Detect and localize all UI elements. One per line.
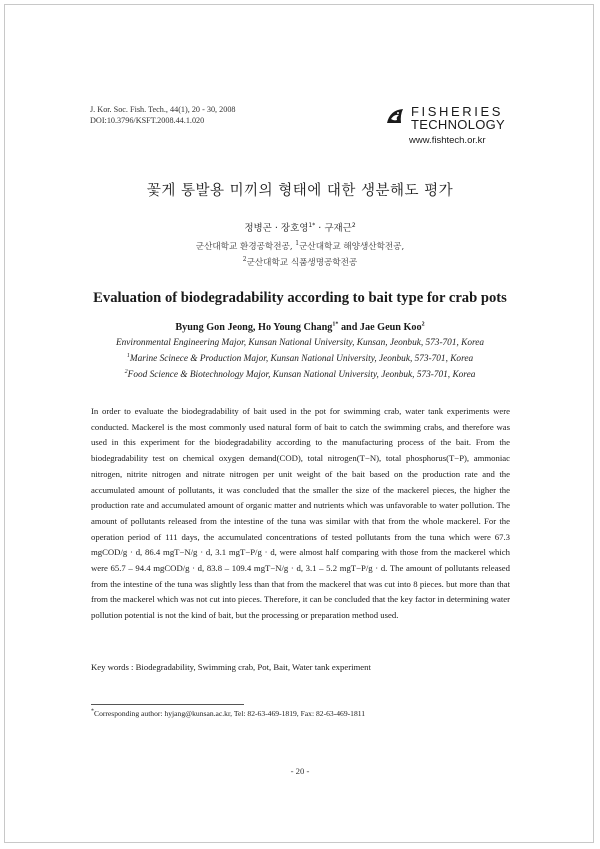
keywords-line: Key words : Biodegradability, Swimming crab, Pot, Bait, Water tank experiment <box>91 662 371 672</box>
english-authors-b-sup: 2 <box>421 321 425 328</box>
english-authors-a: Byung Gon Jeong, Ho Young Chang <box>175 322 333 333</box>
fish-emblem-icon <box>384 106 406 128</box>
korean-affiliation2-sup: 2 <box>242 256 247 264</box>
korean-affiliation-line2 <box>0 256 600 268</box>
journal-citation: J. Kor. Soc. Fish. Tech., 44(1), 20 - 30, 2008 <box>90 105 236 114</box>
english-authors-a-sup: 1* <box>332 321 339 328</box>
korean-authors-text: 정병곤 · 장호영 <box>244 223 309 234</box>
english-authors <box>0 322 600 333</box>
korean-affiliation1-tail: 군산대학교 해양생산학전공, <box>299 242 405 252</box>
korean-affiliation1-sup: 1 <box>295 240 300 248</box>
english-affiliation2-sup: 1 <box>126 352 130 359</box>
english-authors-b: and Jae Geun Koo <box>338 322 422 333</box>
abstract-paragraph: In order to evaluate the biodegradability of bait used in the pot for swimming crab, water tank experiments were conducted. Mackerel is the most commonly used natural form of bait to catch the swimming crabs, and therefore was used in this experiment for the biodegradability according to the manufacturing process of the bait. From the biodegradability test on chemical oxygen demand(COD), total nitrogen(T−N), total phosphorus(T−P), ammoniac nitrogen, nitrite nitrogen and nitrate nitrogen per unit weight of the bait based on the production rate and the accumulated amount of pollutants, it was concluded that the smaller the size of the mackerel pieces, the higher the production rate and accumulated amount of organic matter and nutrients which was unfavorable to water pollution. The amount of pollutants released from the intestine of the tuna was similar with that from the whole mackerel. For the operation period of 111 days, the accumulated concentrations of tested pollutants from the tuna which were 67.3 mgCOD/g · d, 86.4 mgT−N/g · d, 3.1 mgT−P/g · d, were almost half comparing with those from the mackerel which were 65.7 – 94.4 mgCOD/g · d, 83.8 – 109.4 mgT−N/g · d, 3.1 – 5.2 mgT−P/g · d. The amount of pollutants released from the intestine of the tuna was slightly less than that from the mackerel that was cut into 8 pieces. but more than that from the mackerel which was not cut into pieces. Therefore, it can be concluded that the key factor in determining water pollution potential is not the kind of bait, but the processing or preparation method used. <box>91 406 510 621</box>
journal-citation-block <box>90 104 236 126</box>
english-affiliation3-line <box>0 370 600 380</box>
english-affiliation3: Food Science & Biotechnology Major, Kunsan National University, Jeonbuk, 573-701, Korea <box>127 370 476 380</box>
korean-authors <box>0 220 600 234</box>
korean-authors-tail: · 구재근 <box>315 223 352 234</box>
korean-affiliation2: 군산대학교 식품생명공학전공 <box>246 258 358 268</box>
english-affiliation2: Marine Scinece & Production Major, Kunsan National University, Jeonbuk, 573-701, Korea <box>129 354 474 364</box>
corresponding-author-footnote <box>91 709 365 718</box>
footnote-text: Corresponding author: hyjang@kunsan.ac.kr, Tel: 82-63-469-1819, Fax: 82-63-469-1811 <box>94 709 366 718</box>
page-number: - 20 - <box>290 766 310 776</box>
english-title: Evaluation of biodegradability according to bait type for crab pots <box>93 290 507 306</box>
korean-authors-tail-sup: 2 <box>351 221 356 229</box>
korean-title: 꽃게 통발용 미끼의 형태에 대한 생분해도 평가 <box>146 183 454 199</box>
footnote-divider <box>91 704 244 705</box>
journal-url-link[interactable]: www.fishtech.or.kr <box>409 135 486 146</box>
english-affiliation3-sup: 2 <box>124 368 128 375</box>
korean-affiliation1: 군산대학교 환경공학전공, <box>195 242 296 252</box>
english-affiliation2-line <box>0 354 600 364</box>
korean-authors-sup: 1* <box>308 221 316 229</box>
korean-affiliation-line1 <box>0 240 600 252</box>
logo-word-technology: TECHNOLOGY <box>411 117 506 132</box>
logo-word-fisheries: FISHERIES <box>411 104 504 119</box>
journal-logo[interactable] <box>382 104 512 150</box>
doi[interactable]: DOI:10.3796/KSFT.2008.44.1.020 <box>90 116 205 125</box>
footnote-marker: * <box>91 708 94 715</box>
english-affiliation1: Environmental Engineering Major, Kunsan National University, Kunsan, Jeonbuk, 573-701, Korea <box>115 338 485 348</box>
